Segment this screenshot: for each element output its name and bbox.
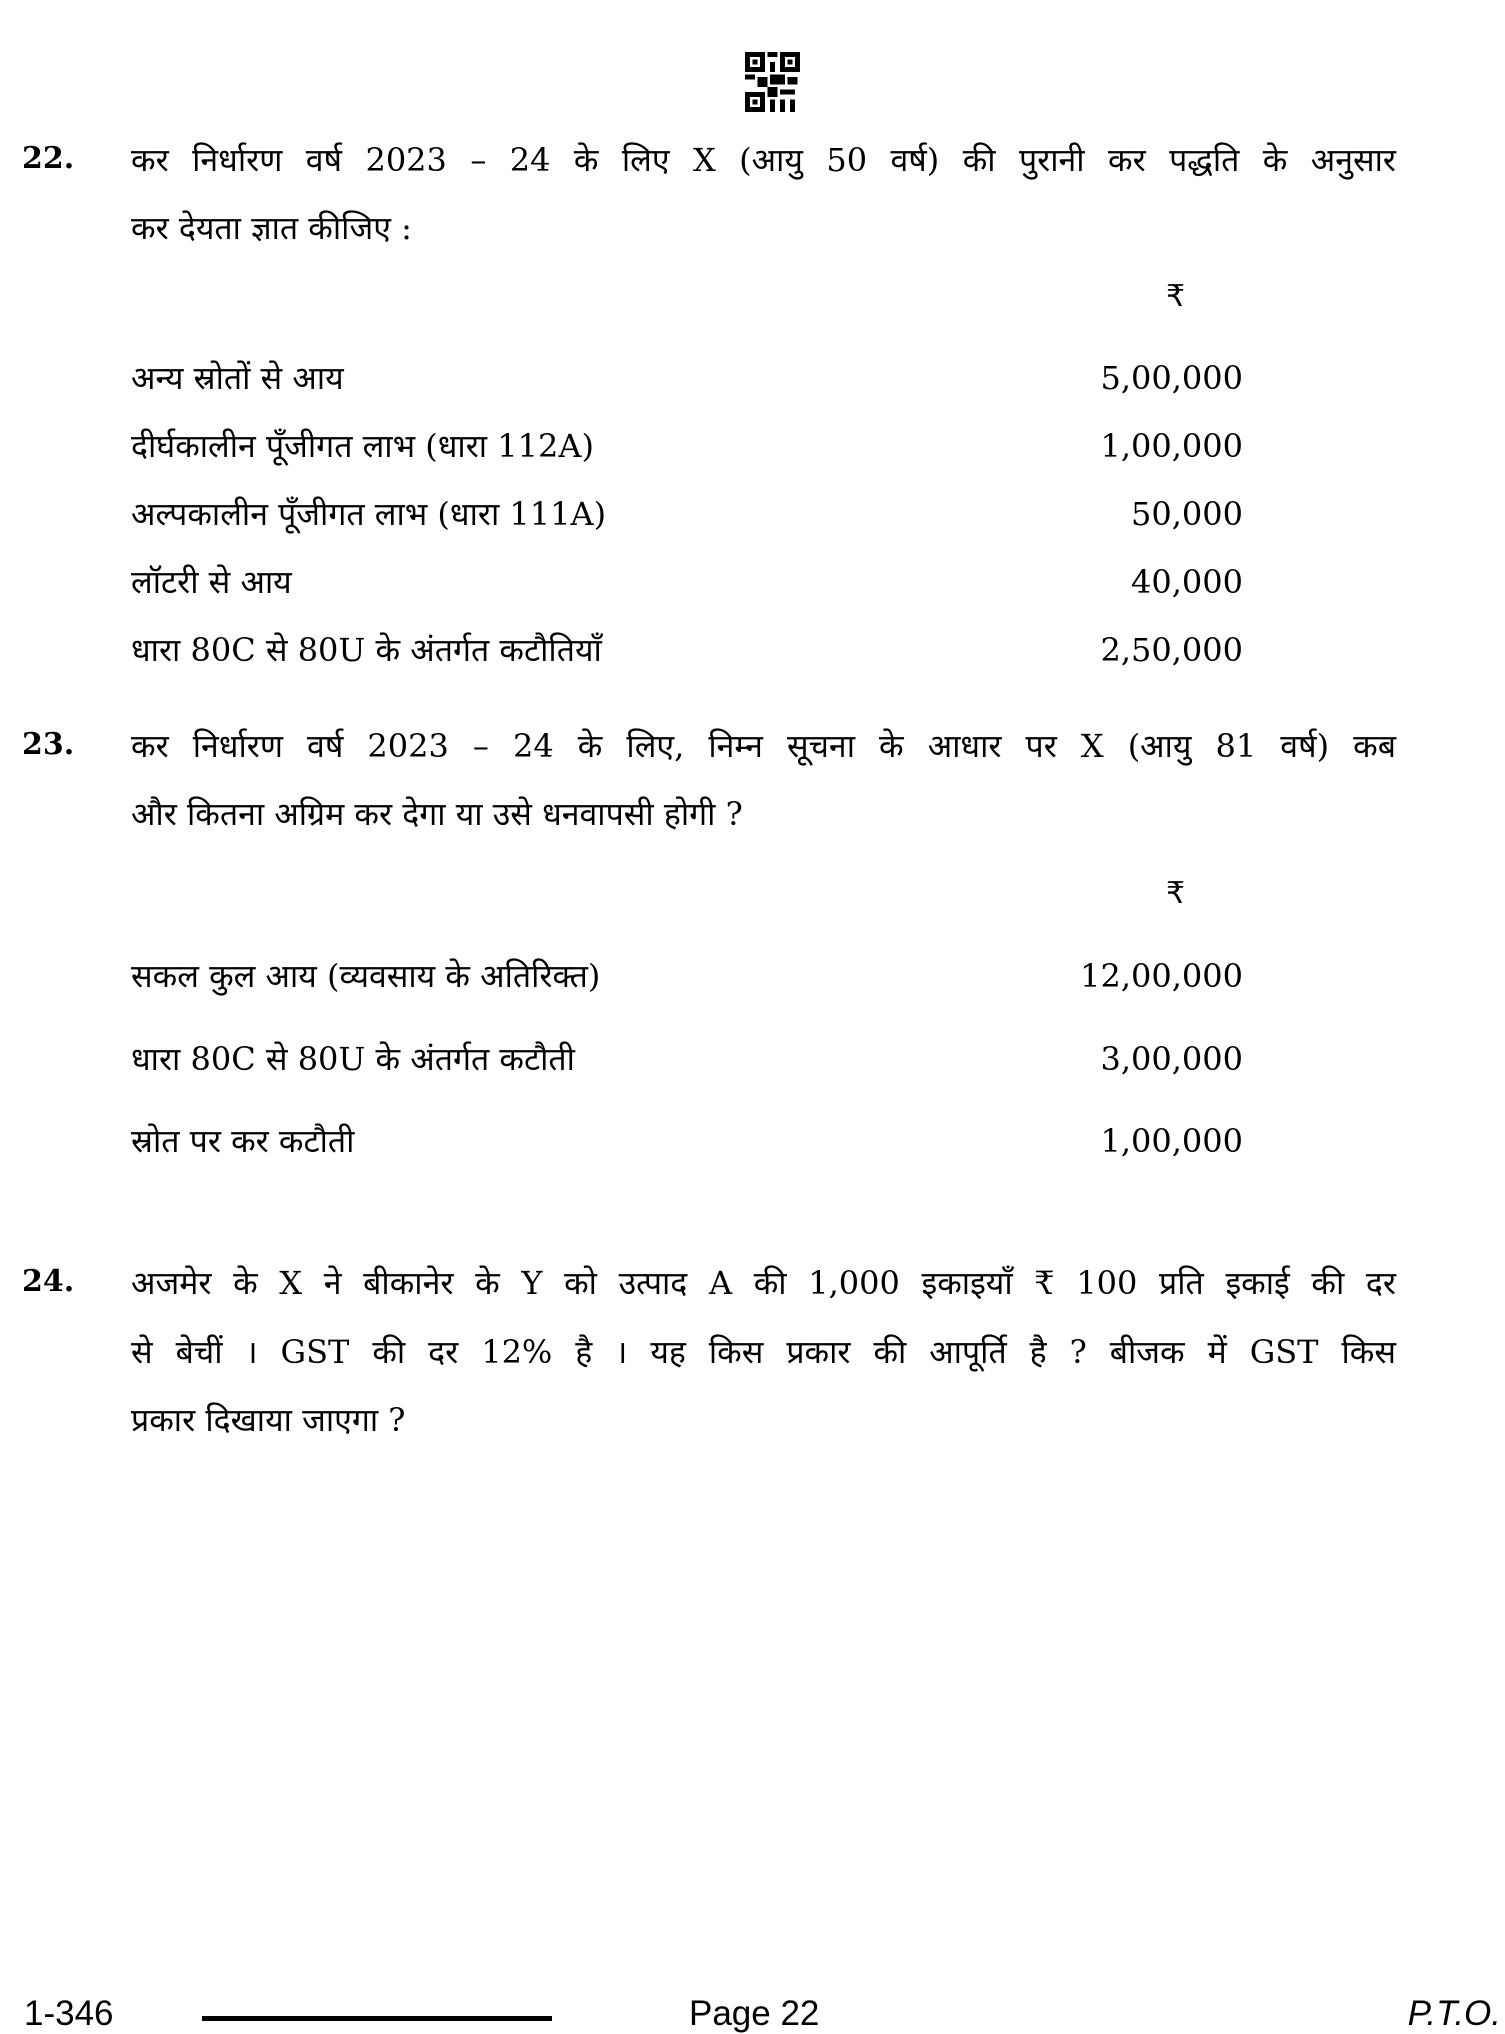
item-value: 5,00,000: [1100, 359, 1243, 397]
item-label: अन्य स्रोतों से आय: [131, 359, 344, 397]
item-value: 1,00,000: [1100, 1122, 1243, 1160]
question-24-text-line-1: अजमेर के X ने बीकानेर के Y को उत्पाद A की 1,000 इकाइयाँ ₹ 100 प्रति इकाई की दर: [131, 1264, 1396, 1302]
question-24-text-line-3: प्रकार दिखाया जाएगा ?: [131, 1401, 406, 1439]
pto-label: P.T.O.: [1407, 1994, 1501, 2033]
paper-code: 1-346: [24, 1994, 114, 2033]
footer-rule: [202, 2016, 552, 2021]
item-label: लॉटरी से आय: [131, 563, 292, 601]
item-label: अल्पकालीन पूँजीगत लाभ (धारा 111A): [131, 495, 607, 533]
question-number-22: 22.: [22, 141, 75, 176]
item-value: 50,000: [1131, 495, 1243, 533]
qr-code-icon: [745, 52, 800, 112]
item-label: स्रोत पर कर कटौती: [131, 1122, 355, 1160]
currency-header-rupee: ₹: [1166, 876, 1186, 911]
item-label: सकल कुल आय (व्यवसाय के अतिरिक्त): [131, 957, 601, 995]
question-24-text-line-2: से बेचीं । GST की दर 12% है । यह किस प्रकार की आपूर्ति है ? बीजक में GST किस: [131, 1333, 1396, 1371]
item-value: 2,50,000: [1100, 631, 1243, 669]
question-number-24: 24.: [22, 1264, 75, 1299]
item-label: दीर्घकालीन पूँजीगत लाभ (धारा 112A): [131, 427, 594, 465]
item-value: 40,000: [1131, 563, 1243, 601]
question-22-text-line-2: कर देयता ज्ञात कीजिए :: [131, 209, 412, 247]
question-number-23: 23.: [22, 727, 75, 762]
item-label: धारा 80C से 80U के अंतर्गत कटौती: [131, 1040, 575, 1078]
currency-header-rupee: ₹: [1166, 279, 1186, 314]
item-value: 3,00,000: [1100, 1040, 1243, 1078]
item-value: 12,00,000: [1080, 957, 1243, 995]
question-23-text-line-2: और कितना अग्रिम कर देगा या उसे धनवापसी होगी ?: [131, 795, 743, 833]
item-value: 1,00,000: [1100, 427, 1243, 465]
item-label: धारा 80C से 80U के अंतर्गत कटौतियाँ: [131, 631, 602, 669]
page-number: Page 22: [689, 1994, 820, 2033]
question-22-text-line-1: कर निर्धारण वर्ष 2023 – 24 के लिए X (आयु 50 वर्ष) की पुरानी कर पद्धति के अनुसार: [131, 141, 1396, 179]
question-23-text-line-1: कर निर्धारण वर्ष 2023 – 24 के लिए, निम्न सूचना के आधार पर X (आयु 81 वर्ष) कब: [131, 727, 1396, 765]
